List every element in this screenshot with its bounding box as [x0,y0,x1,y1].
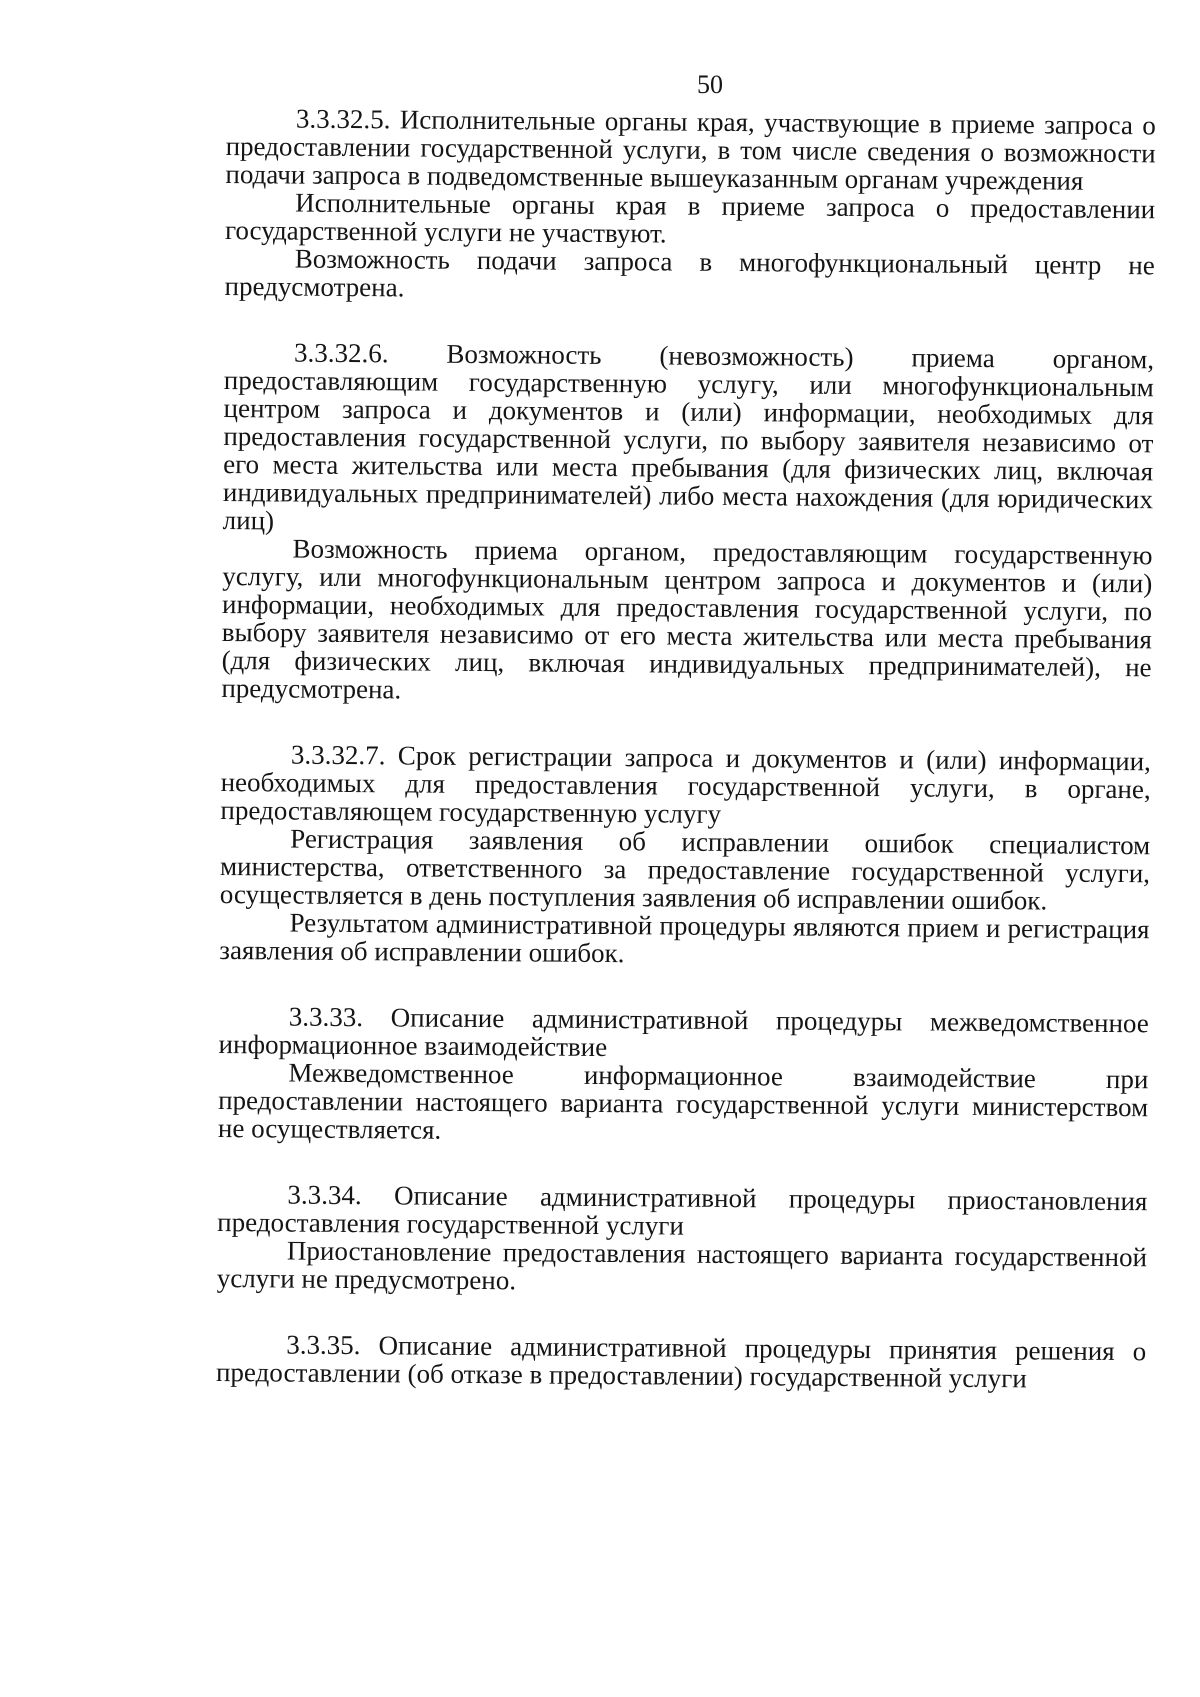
document-body [216,104,1156,1393]
paragraph: Приостановление предоставления настоящего варианта государственной услуги не предусмотрено. [216,1235,1148,1296]
paragraph: Возможность приема органом, предоставляющим государственную услугу, или многофункциональным центром запроса и документов и (или) информации, необходимых для предоставления государственной услуги, по выбору заявителя независимо от его места жительства или места пребывания (для физических лиц, включая индивидуальных предпринимателей), не предусмотрена. [221,533,1153,705]
section-heading-3-3-32-6: 3.3.32.6. Возможность (невозможность) приема органом, предоставляющим государственную услугу, или многофункциональным центром запроса и документов и (или) информации, необходимых для предоставления государственной услуги, по выбору заявителя независимо от его места жительства или места пребывания (для физических лиц, включая индивидуальных предпринимателей) либо места нахождения (для юридических лиц) [222,337,1155,536]
paragraph: Межведомственное информационное взаимодействие при предоставлении настоящего варианта государственной услуги министерством не осуществляется. [217,1057,1149,1145]
section-heading-3-3-32-5: 3.3.32.5. Исполнительные органы края, участвующие в приеме запроса о предоставлении государственной услуги, в том числе сведения о возможности подачи запроса в подведомственные вышеуказанным органам учреждения [225,103,1156,196]
paragraph: Возможность подачи запроса в многофункциональный центр не предусмотрена. [224,243,1155,303]
paragraph: Исполнительные органы края в приеме запроса о предоставлении государственной услуги не участвуют. [224,187,1156,249]
page-number: 50 [697,70,723,99]
paragraph: Результатом административной процедуры являются прием и регистрация заявления об исправлении ошибок. [219,907,1150,969]
section-heading-3-3-35: 3.3.35. Описание административной процедуры принятия решения о предоставлении (об отказе в предоставлении) государственной услуги [215,1329,1147,1394]
section-heading-3-3-33: 3.3.33. Описание административной процедуры межведомственное информационное взаимодействие [218,1001,1149,1063]
section-heading-3-3-32-7: 3.3.32.7. Срок регистрации запроса и документов и (или) информации, необходимых для предоставления государственной услуги, в органе, предоставляющем государственную услугу [220,739,1151,829]
section-heading-3-3-34: 3.3.34. Описание административной процедуры приостановления предоставления государственной услуги [217,1179,1148,1241]
paragraph: Регистрация заявления об исправлении ошибок специалистом министерства, ответственного за предоставление государственной услуги, осуществляется в день поступления заявления об исправлении ошибок. [219,823,1151,916]
